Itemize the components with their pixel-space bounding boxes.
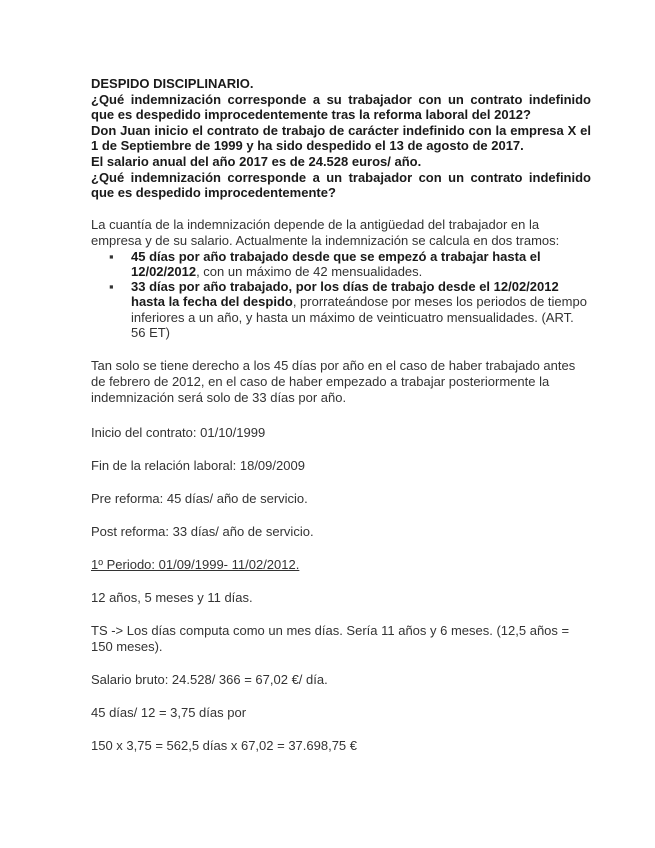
- list-item: [109, 279, 591, 340]
- pre-reform-line: Pre reforma: 45 días/ año de servicio.: [91, 490, 308, 506]
- contract-end-line: Fin de la relación laboral: 18/09/2009: [91, 457, 305, 473]
- tramo-bold-text: 33 días por año trabajado, por los días de trabajo desde el 12/02/2012 hasta la fecha del despido: [131, 279, 559, 310]
- bullet-icon: ▪: [109, 279, 114, 295]
- first-period-line: 1º Periodo: 01/09/1999- 11/02/2012.: [91, 556, 300, 572]
- heading-question-2: ¿Qué indemnización corresponde a un trabajador con un contrato indefinido que es despedido improcedentemente?: [91, 169, 591, 201]
- tramo-text: , prorrateándose por meses los periodos de tiempo inferiores a un año, y hasta un máximo de veinticuatro mensualidades. (ART. 56 ET): [131, 294, 587, 340]
- calculation-line: 150 x 3,75 = 562,5 días x 67,02 = 37.698,75 €: [91, 737, 357, 753]
- ts-line: TS -> Los días computa como un mes días. Sería 11 años y 6 meses. (12,5 años = 150 meses).: [91, 622, 570, 654]
- contract-start-line: Inicio del contrato: 01/10/1999: [91, 424, 266, 440]
- post-reform-line: Post reforma: 33 días/ año de servicio.: [91, 523, 314, 539]
- explanation-paragraph: Tan solo se tiene derecho a los 45 días por año en el caso de haber trabajado antes de febrero de 2012, en el caso de haber empezado a trabajar posteriormente la indemnización será solo de 33 días por año.: [91, 357, 576, 405]
- intro-paragraph: La cuantía de la indemnización depende de la antigüedad del trabajador en la empresa y de su salario. Actualmente la indemnización se calcula en dos tramos:: [91, 216, 560, 248]
- days-per-month-line: 45 días/ 12 = 3,75 días por: [91, 704, 247, 720]
- tramo-text: , con un máximo de 42 mensualidades.: [196, 263, 423, 279]
- duration-line: 12 años, 5 meses y 11 días.: [91, 589, 253, 605]
- document-heading: [91, 76, 591, 201]
- heading-question-1: ¿Qué indemnización corresponde a su trabajador con un contrato indefinido que es despedido improcedentemente tras la reforma laboral del 2012?: [91, 91, 591, 123]
- tramos-list: [91, 249, 591, 340]
- heading-title: DESPIDO DISCIPLINARIO.: [91, 76, 254, 91]
- list-item: [109, 248, 591, 279]
- bullet-icon: ▪: [109, 248, 114, 264]
- gross-salary-line: Salario bruto: 24.528/ 366 = 67,02 €/ día.: [91, 671, 328, 687]
- heading-case-statement: Don Juan inicio el contrato de trabajo de carácter indefinido con la empresa X el 1 de Septiembre de 1999 y ha sido despedido el 13 de agosto de 2017.: [91, 122, 591, 154]
- tramo-bold-text: 45 días por año trabajado desde que se empezó a trabajar hasta el 12/02/2012: [131, 248, 541, 279]
- heading-salary: El salario anual del año 2017 es de 24.528 euros/ año.: [91, 153, 422, 169]
